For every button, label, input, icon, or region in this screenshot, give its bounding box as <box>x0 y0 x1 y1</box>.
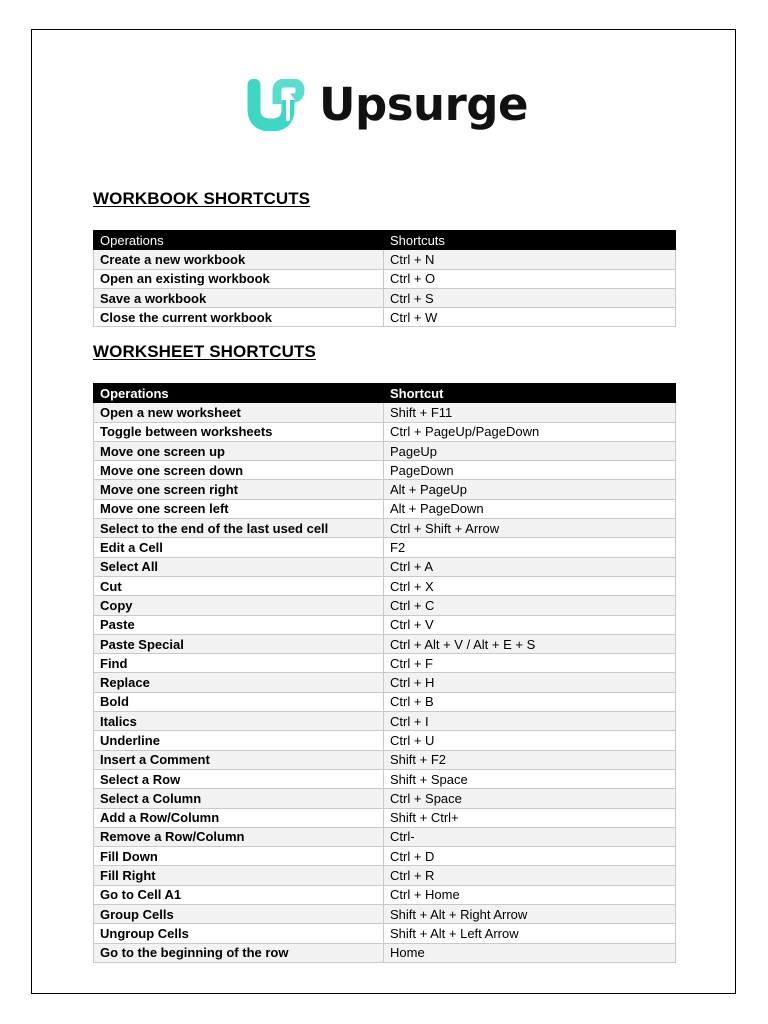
brand-logo <box>247 78 528 132</box>
shortcut-cell: Ctrl + Alt + V / Alt + E + S <box>384 634 676 653</box>
table-row <box>94 789 676 808</box>
operation-cell: Bold <box>94 692 384 711</box>
operation-cell: Replace <box>94 673 384 692</box>
table-row <box>94 288 676 307</box>
operation-cell: Copy <box>94 596 384 615</box>
table-row <box>94 673 676 692</box>
shortcut-cell: Ctrl + PageUp/PageDown <box>384 422 676 441</box>
table-row <box>94 441 676 460</box>
table-row <box>94 519 676 538</box>
operation-cell: Move one screen left <box>94 499 384 518</box>
operation-cell: Group Cells <box>94 905 384 924</box>
operation-cell: Add a Row/Column <box>94 808 384 827</box>
table-row <box>94 692 676 711</box>
brand-name: Upsurge <box>319 78 528 131</box>
table-row <box>94 461 676 480</box>
table-row <box>94 308 676 327</box>
table-row <box>94 250 676 269</box>
table-row <box>94 654 676 673</box>
operation-cell: Move one screen up <box>94 441 384 460</box>
shortcut-cell: PageUp <box>384 441 676 460</box>
operation-cell: Find <box>94 654 384 673</box>
table-row <box>94 557 676 576</box>
shortcut-cell: Ctrl + C <box>384 596 676 615</box>
table-row <box>94 769 676 788</box>
shortcut-cell: Shift + Space <box>384 769 676 788</box>
shortcut-cell: Ctrl + V <box>384 615 676 634</box>
worksheet-section-title: WORKSHEET SHORTCUTS <box>93 342 316 361</box>
table-row <box>94 538 676 557</box>
operation-cell: Create a new workbook <box>94 250 384 269</box>
operation-cell: Fill Right <box>94 866 384 885</box>
table-row <box>94 634 676 653</box>
workbook-shortcuts-table <box>93 230 676 327</box>
shortcut-cell: Ctrl + D <box>384 847 676 866</box>
table-row <box>94 808 676 827</box>
table-header-row <box>94 231 676 250</box>
shortcut-cell: Ctrl + R <box>384 866 676 885</box>
operation-cell: Move one screen right <box>94 480 384 499</box>
shortcut-cell: Ctrl + N <box>384 250 676 269</box>
shortcut-cell: PageDown <box>384 461 676 480</box>
shortcut-cell: Ctrl + F <box>384 654 676 673</box>
operation-cell: Select a Column <box>94 789 384 808</box>
table-row <box>94 422 676 441</box>
shortcut-cell: Alt + PageUp <box>384 480 676 499</box>
table-row <box>94 750 676 769</box>
table-row <box>94 615 676 634</box>
worksheet-shortcuts-table <box>93 383 676 963</box>
shortcut-cell: Ctrl + H <box>384 673 676 692</box>
operation-cell: Underline <box>94 731 384 750</box>
operation-cell: Close the current workbook <box>94 308 384 327</box>
operations-header: Operations <box>94 231 384 250</box>
table-row <box>94 885 676 904</box>
table-row <box>94 905 676 924</box>
shortcut-cell: Shift + Alt + Right Arrow <box>384 905 676 924</box>
table-row <box>94 712 676 731</box>
table-row <box>94 924 676 943</box>
operations-header: Operations <box>94 384 384 403</box>
shortcut-cell: Shift + Alt + Left Arrow <box>384 924 676 943</box>
upsurge-logo-icon <box>247 79 305 131</box>
table-row <box>94 596 676 615</box>
operation-cell: Italics <box>94 712 384 731</box>
table-row <box>94 403 676 422</box>
table-row <box>94 480 676 499</box>
shortcuts-header: Shortcuts <box>384 231 676 250</box>
operation-cell: Paste <box>94 615 384 634</box>
shortcut-cell: Ctrl + Home <box>384 885 676 904</box>
shortcut-cell: Ctrl + X <box>384 576 676 595</box>
shortcut-cell: Ctrl + W <box>384 308 676 327</box>
operation-cell: Edit a Cell <box>94 538 384 557</box>
operation-cell: Select a Row <box>94 769 384 788</box>
operation-cell: Remove a Row/Column <box>94 827 384 846</box>
operation-cell: Insert a Comment <box>94 750 384 769</box>
operation-cell: Go to the beginning of the row <box>94 943 384 962</box>
shortcut-cell: Shift + F11 <box>384 403 676 422</box>
table-row <box>94 576 676 595</box>
shortcut-cell: Shift + Ctrl+ <box>384 808 676 827</box>
operation-cell: Open an existing workbook <box>94 269 384 288</box>
table-row <box>94 827 676 846</box>
shortcut-cell: Ctrl + Shift + Arrow <box>384 519 676 538</box>
operation-cell: Toggle between worksheets <box>94 422 384 441</box>
operation-cell: Fill Down <box>94 847 384 866</box>
table-row <box>94 269 676 288</box>
table-row <box>94 499 676 518</box>
operation-cell: Go to Cell A1 <box>94 885 384 904</box>
shortcut-cell: Ctrl + A <box>384 557 676 576</box>
table-row <box>94 943 676 962</box>
operation-cell: Select to the end of the last used cell <box>94 519 384 538</box>
shortcut-cell: Ctrl + B <box>384 692 676 711</box>
table-row <box>94 847 676 866</box>
operation-cell: Paste Special <box>94 634 384 653</box>
shortcut-cell: Ctrl- <box>384 827 676 846</box>
operation-cell: Ungroup Cells <box>94 924 384 943</box>
shortcut-cell: Ctrl + I <box>384 712 676 731</box>
operation-cell: Open a new worksheet <box>94 403 384 422</box>
shortcut-header: Shortcut <box>384 384 676 403</box>
shortcut-cell: Ctrl + U <box>384 731 676 750</box>
operation-cell: Save a workbook <box>94 288 384 307</box>
table-row <box>94 731 676 750</box>
shortcut-cell: Ctrl + O <box>384 269 676 288</box>
shortcut-cell: Ctrl + S <box>384 288 676 307</box>
shortcut-cell: Alt + PageDown <box>384 499 676 518</box>
workbook-section-title: WORKBOOK SHORTCUTS <box>93 189 311 208</box>
shortcut-cell: F2 <box>384 538 676 557</box>
operation-cell: Select All <box>94 557 384 576</box>
table-row <box>94 866 676 885</box>
operation-cell: Cut <box>94 576 384 595</box>
shortcut-cell: Shift + F2 <box>384 750 676 769</box>
table-header-row <box>94 384 676 403</box>
shortcut-cell: Home <box>384 943 676 962</box>
operation-cell: Move one screen down <box>94 461 384 480</box>
shortcut-cell: Ctrl + Space <box>384 789 676 808</box>
